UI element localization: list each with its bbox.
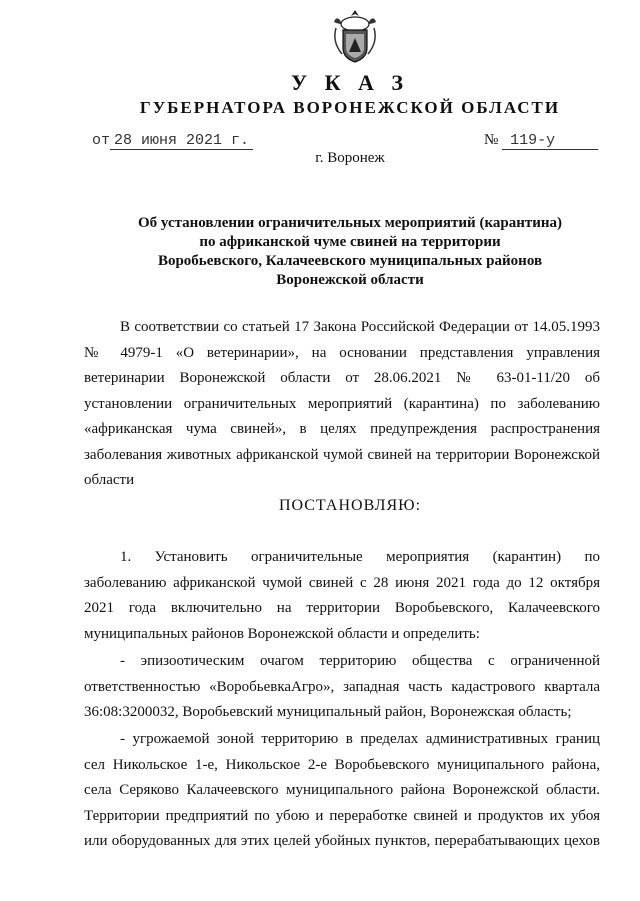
text-line: Территории предприятий по убою и переработке свиней и продуктов их убоя (84, 807, 600, 824)
date-prefix: от (92, 132, 111, 149)
text-line: ветеринарии Воронежской области от 28.06.2021 № 63-01-11/20 об (84, 370, 600, 386)
text-line: «африканская чума свиней», в целях предупреждения распространения (84, 421, 600, 437)
text-line: 36:08:3200032, Воробьевский муниципальный район, Воронежская область; (84, 704, 572, 720)
subject-line: Воронежской области (276, 272, 424, 288)
text-line: заболевания животных африканской чумой свиней на территории Воронежской (84, 446, 600, 463)
decree-word: ПОСТАНОВЛЯЮ: (278, 497, 422, 514)
text-line: сел Никольское 1-е, Никольское 2-е Воробьевского муниципального района, (84, 756, 600, 773)
text-line: - угрожаемой зоной территорию в пределах административных границ (120, 731, 600, 747)
text-line: или оборудованных для этих целей убойных пунктов, перерабатывающих цехов (84, 833, 600, 849)
text-line: 1. Установить ограничительные мероприятия (карантин) по (120, 549, 600, 565)
number-line (484, 132, 598, 150)
text-line: заболеванию африканской чумой свиней с 28 июня 2021 года до 12 октября (84, 574, 600, 591)
text-line: - эпизоотическим очагом территорию общества с ограниченной (120, 653, 600, 669)
city-name: г. Воронеж (315, 150, 385, 166)
item-1b-paragraph (84, 727, 600, 855)
text-line: В соответствии со статьей 17 Закона Российской Федерации от 14.05.1993 (120, 319, 600, 335)
document-type-title: У К А З (290, 70, 410, 95)
text-line: установлении ограничительных мероприятий (карантина) по заболеванию (84, 395, 600, 412)
coat-of-arms-emblem (330, 8, 380, 66)
text-line: № 4979-1 «О ветеринарии», на основании представления управления (84, 344, 600, 361)
issuer-title: ГУБЕРНАТОРА ВОРОНЕЖСКОЙ ОБЛАСТИ (139, 98, 561, 117)
subject-line: Об установлении ограничительных мероприятий (карантина) (137, 215, 562, 231)
subject-line: Воробьевского, Калачеевского муниципальных районов (157, 253, 543, 269)
text-line: 2021 года включительно на территории Воробьевского, Калачеевского (84, 600, 600, 616)
date-line (92, 132, 253, 149)
subject-line: по африканской чуме свиней на территории (199, 234, 501, 250)
document-number: 119-у (502, 132, 598, 150)
number-sign: № (484, 132, 499, 148)
document-subject (70, 214, 630, 290)
text-line: области (84, 472, 135, 488)
text-line: ответственностью «ВоробьевкаАгро», западная часть кадастрового квартала (84, 678, 600, 695)
item-1-paragraph (84, 545, 600, 647)
document-date: 28 июня 2021 г. (110, 132, 253, 150)
preamble-paragraph (84, 315, 600, 494)
text-line: села Серяково Калачеевского муниципального района Воронежской области. (84, 782, 600, 798)
text-line: муниципальных районов Воронежской области и определить: (84, 625, 480, 642)
item-1a-paragraph (84, 649, 600, 726)
